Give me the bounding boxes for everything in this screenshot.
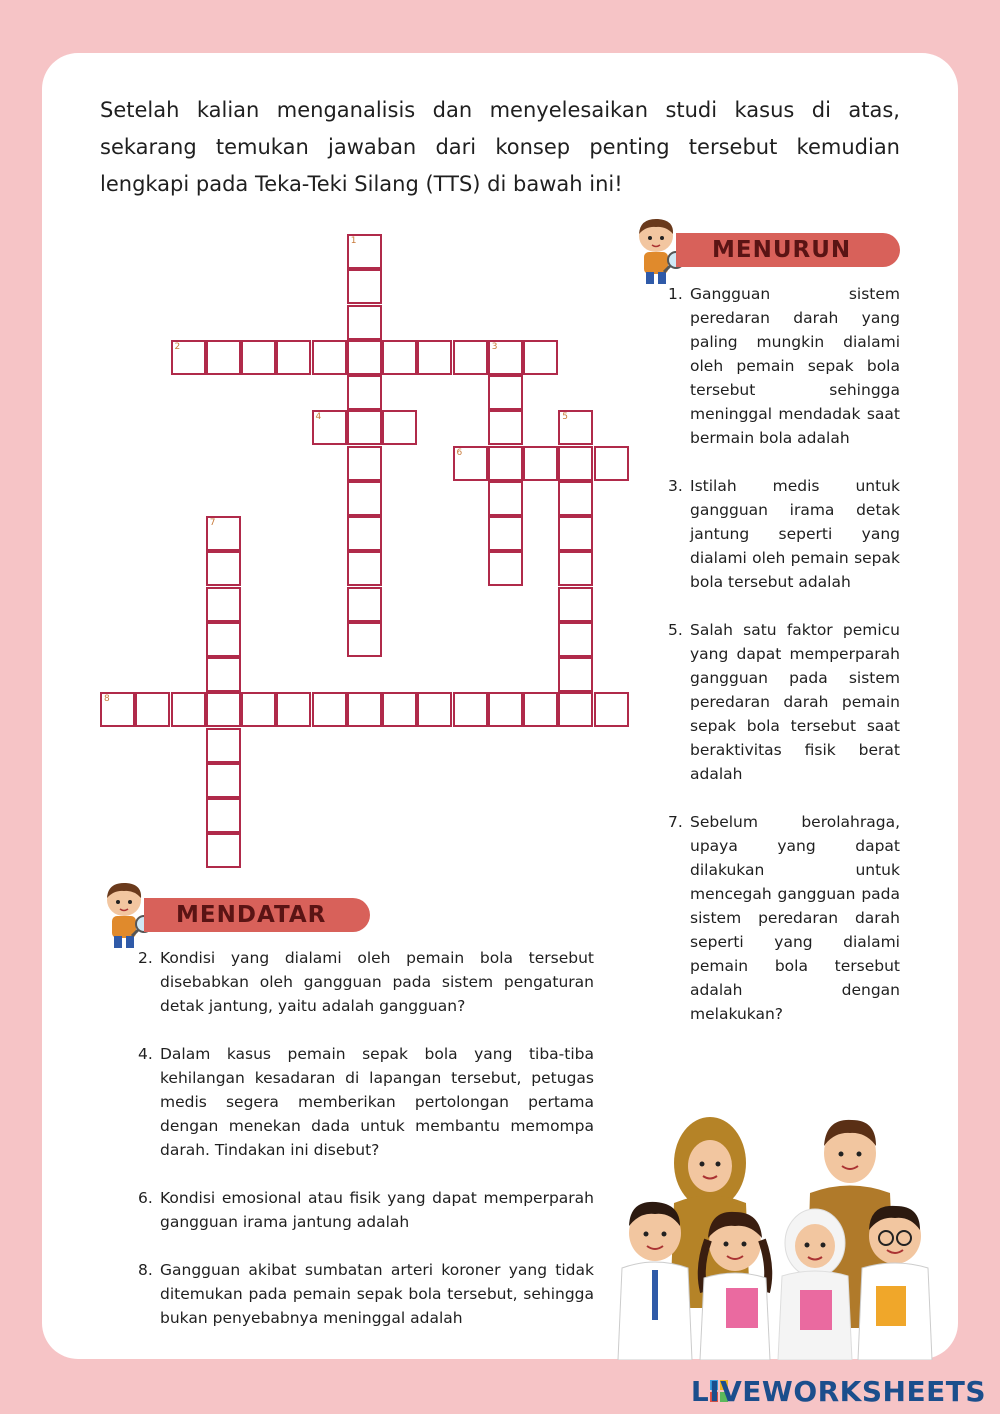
crossword-cell[interactable] [558, 516, 593, 551]
clue-down-3: 3. Istilah medis untuk gangguan irama detak jantung seperti yang dialami oleh pemain sepak bola tersebut adalah [668, 477, 900, 591]
crossword-cell[interactable] [100, 692, 135, 727]
crossword-cell[interactable] [171, 692, 206, 727]
crossword-cell[interactable] [347, 622, 382, 657]
crossword-cell[interactable] [558, 481, 593, 516]
menurun-title: MENURUN [712, 237, 852, 263]
crossword-cell[interactable] [488, 446, 523, 481]
clue-down-7: 7. Sebelum berolahraga, upaya yang dapat dilakukan untuk mencegah gangguan pada sistem peredaran darah seperti yang dialami pemain bola tersebut adalah dengan melakukan? [668, 813, 900, 1023]
crossword-cell[interactable] [417, 340, 452, 375]
crossword-cell[interactable] [347, 410, 382, 445]
crossword-cell[interactable] [347, 551, 382, 586]
crossword-cell[interactable] [347, 269, 382, 304]
clue-across-2: 2. Kondisi yang dialami oleh pemain bola tersebut disebabkan oleh gangguan pada sistem pengaturan detak jantung, yaitu adalah gangguan? [138, 949, 594, 1015]
crossword-cell[interactable] [206, 587, 241, 622]
crossword-cell[interactable] [347, 692, 382, 727]
crossword-cell[interactable] [488, 551, 523, 586]
liveworksheets-brand[interactable]: LIVEWORKSHEETS [690, 1375, 986, 1408]
crossword-cell[interactable] [488, 375, 523, 410]
crossword-cell[interactable] [347, 234, 382, 269]
crossword-cell[interactable] [523, 446, 558, 481]
crossword-cell[interactable] [171, 340, 206, 375]
crossword-cell[interactable] [206, 728, 241, 763]
crossword-cell[interactable] [347, 516, 382, 551]
crossword-cell[interactable] [206, 763, 241, 798]
crossword-cell[interactable] [594, 446, 629, 481]
crossword-cell-number: 6 [456, 447, 463, 458]
crossword-cell[interactable] [558, 657, 593, 692]
crossword-cell[interactable] [453, 340, 488, 375]
crossword-cell-number: 2 [174, 341, 181, 352]
crossword-cell-number: 1 [350, 236, 357, 246]
crossword-cell[interactable] [382, 692, 417, 727]
crossword-cell[interactable] [488, 481, 523, 516]
crossword-cell[interactable] [382, 410, 417, 445]
crossword-cell[interactable] [206, 657, 241, 692]
crossword-cell-number: 3 [491, 341, 498, 352]
crossword-cell[interactable] [523, 340, 558, 375]
mendatar-title: MENDATAR [176, 902, 327, 928]
menurun-clue-list [668, 282, 900, 1050]
crossword-cell[interactable] [488, 340, 523, 375]
crossword-cell[interactable] [206, 516, 241, 551]
crossword-cell[interactable] [594, 692, 629, 727]
crossword-cell[interactable] [488, 692, 523, 727]
crossword-cell[interactable] [206, 798, 241, 833]
crossword-cell[interactable] [558, 692, 593, 727]
crossword-cell[interactable] [276, 692, 311, 727]
intro-text: Setelah kalian menganalisis dan menyelesaikan studi kasus di atas, sekarang temukan jawaban dari konsep penting tersebut kemudian lengkapi pada Teka-Teki Silang (TTS) di bawah ini! [100, 98, 900, 196]
crossword-cell[interactable] [276, 340, 311, 375]
crossword-cell[interactable] [347, 340, 382, 375]
crossword-cell-number: 7 [209, 518, 216, 528]
crossword-cell[interactable] [558, 587, 593, 622]
crossword-cell[interactable] [523, 692, 558, 727]
crossword-cell[interactable] [206, 340, 241, 375]
crossword-cell[interactable] [417, 692, 452, 727]
crossword-cell[interactable] [347, 375, 382, 410]
mendatar-clue-list [138, 946, 594, 1354]
students-teachers-illustration [600, 1108, 960, 1360]
crossword-cell-number: 5 [562, 412, 568, 423]
clue-across-6: 6. Kondisi emosional atau fisik yang dapat memperparah gangguan irama jantung adalah [138, 1189, 594, 1231]
crossword-cell[interactable] [453, 446, 488, 481]
crossword-cell[interactable] [312, 410, 347, 445]
mendatar-banner [144, 898, 370, 932]
crossword-cell[interactable] [347, 305, 382, 340]
crossword-cell[interactable] [382, 340, 417, 375]
crossword-cell[interactable] [347, 481, 382, 516]
crossword-cell-number: 8 [104, 694, 110, 705]
crossword-cell[interactable] [206, 833, 241, 868]
crossword-cell[interactable] [206, 692, 241, 727]
crossword-cell[interactable] [312, 692, 347, 727]
crossword-cell[interactable] [558, 622, 593, 657]
crossword-cell-number: 4 [315, 412, 322, 423]
crossword-cell[interactable] [206, 551, 241, 586]
crossword-cell[interactable] [241, 340, 276, 375]
crossword-cell[interactable] [488, 516, 523, 551]
crossword-cell[interactable] [558, 446, 593, 481]
crossword-cell[interactable] [206, 622, 241, 657]
clue-across-8: 8. Gangguan akibat sumbatan arteri koroner yang tidak ditemukan pada pemain sepak bola tersebut, sehingga bukan penyebabnya meninggal adalah [138, 1261, 594, 1327]
crossword-cell[interactable] [347, 446, 382, 481]
clue-down-5: 5. Salah satu faktor pemicu yang dapat memperparah gangguan pada sistem peredaran darah pemain sepak bola tersebut saat beraktivitas fisik berat adalah [668, 621, 900, 783]
crossword-cell[interactable] [488, 410, 523, 445]
clue-down-1: 1. Gangguan sistem peredaran darah yang paling mungkin dialami oleh pemain sepak bola tersebut sehingga meninggal mendadak saat bermain bola adalah [668, 285, 900, 447]
crossword-cell[interactable] [558, 410, 593, 445]
crossword-cell[interactable] [347, 587, 382, 622]
crossword-cell[interactable] [135, 692, 170, 727]
crossword-cell[interactable] [241, 692, 276, 727]
clue-across-4: 4. Dalam kasus pemain sepak bola yang tiba-tiba kehilangan kesadaran di lapangan tersebut, petugas medis segera memberikan pertolongan pertama dengan menekan dada untuk membantu memompa darah. Tindakan ini disebut? [138, 1045, 594, 1159]
crossword-cell[interactable] [312, 340, 347, 375]
crossword-cell[interactable] [453, 692, 488, 727]
crossword-cell[interactable] [558, 551, 593, 586]
menurun-banner [676, 233, 900, 267]
